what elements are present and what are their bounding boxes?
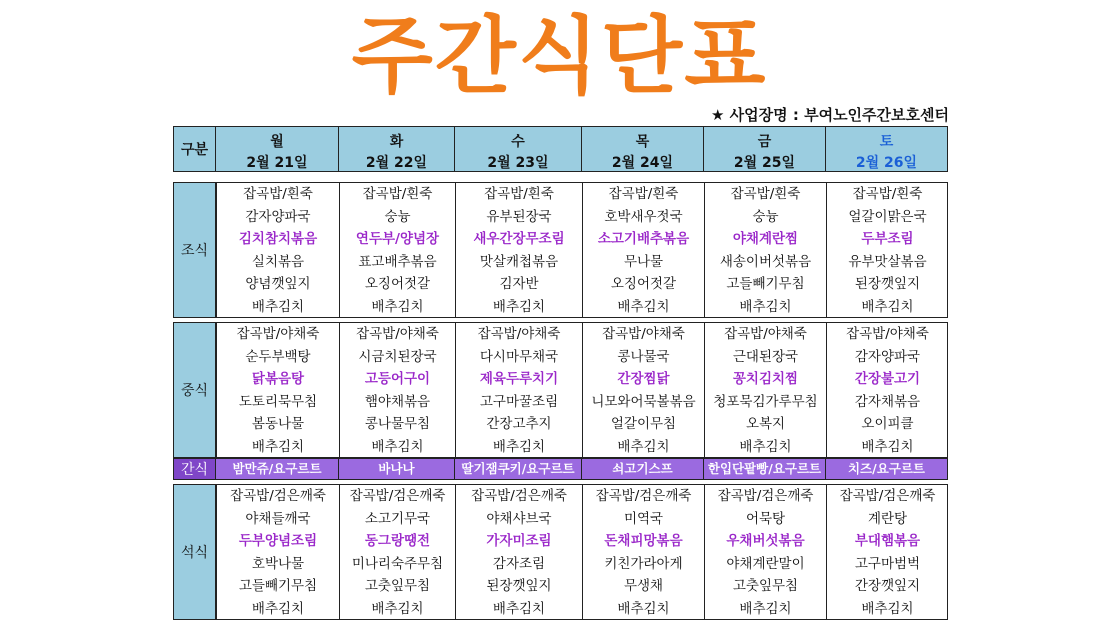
menu-item: 오징어젓갈 bbox=[610, 276, 677, 292]
menu-item: 오복지 bbox=[745, 416, 786, 432]
menu-item: 간장불고기 bbox=[854, 371, 921, 387]
header-weekday: 토 bbox=[879, 134, 894, 150]
menu-item: 표고배추볶음 bbox=[358, 253, 437, 270]
menu-item: 고구마범벅 bbox=[854, 555, 921, 572]
menu-item: 오이피클 bbox=[861, 416, 914, 432]
dinner-day-5 bbox=[826, 484, 948, 620]
menu-item: 배추김치 bbox=[251, 600, 305, 617]
menu-item: 잡곡밥/검은깨죽 bbox=[349, 488, 446, 504]
menu-item: 잡곡밥/야채죽 bbox=[236, 326, 320, 342]
menu-item: 배추김치 bbox=[492, 438, 546, 455]
breakfast-day-2 bbox=[455, 182, 582, 318]
menu-item: 오징어젓갈 bbox=[364, 276, 431, 292]
header-day-3 bbox=[582, 126, 704, 172]
menu-item: 콩나물무침 bbox=[364, 416, 431, 432]
menu-item: 잡곡밥/야채죽 bbox=[724, 326, 807, 342]
menu-item: 시금치된장국 bbox=[358, 348, 437, 365]
menu-item: 배추김치 bbox=[617, 298, 670, 315]
menu-item: 배추김치 bbox=[371, 438, 424, 455]
menu-item: 고춧잎무침 bbox=[364, 578, 431, 594]
menu-item: 다시마무채국 bbox=[479, 348, 559, 365]
menu-item: 배추김치 bbox=[861, 438, 914, 455]
menu-item: 잡곡밥/흰죽 bbox=[852, 186, 923, 202]
menu-item: 야채계란말이 bbox=[726, 555, 805, 572]
header-date: 2월 26일 bbox=[855, 155, 918, 171]
menu-item: 배추김치 bbox=[861, 600, 914, 617]
lunch-day-0 bbox=[216, 322, 339, 458]
dinner-day-4 bbox=[704, 484, 826, 620]
lunch-day-4 bbox=[704, 322, 826, 458]
menu-item: 동그랑땡전 bbox=[364, 533, 431, 549]
menu-item: 두부조림 bbox=[861, 231, 914, 247]
menu-item: 고등어구이 bbox=[364, 371, 431, 387]
header-date: 2월 22일 bbox=[365, 155, 428, 171]
menu-item: 미역국 bbox=[623, 510, 664, 527]
menu-item: 얼갈이무침 bbox=[610, 416, 677, 432]
dinner-day-2 bbox=[455, 484, 582, 620]
header-date: 2월 24일 bbox=[611, 155, 674, 171]
dinner-day-3 bbox=[582, 484, 704, 620]
menu-item: 숭늉 bbox=[752, 208, 779, 225]
header-day-4 bbox=[704, 126, 826, 172]
menu-item: 야채샤브국 bbox=[486, 510, 552, 527]
menu-item: 양념깻잎지 bbox=[245, 276, 311, 292]
menu-item: 배추김치 bbox=[251, 438, 305, 455]
menu-item: 야채계란찜 bbox=[732, 231, 799, 247]
header-date: 2월 21일 bbox=[246, 155, 308, 171]
breakfast-day-5 bbox=[826, 182, 948, 318]
menu-item: 잡곡밥/흰죽 bbox=[362, 186, 433, 202]
menu-item: 감자양파국 bbox=[854, 348, 921, 365]
menu-item: 배추김치 bbox=[617, 438, 670, 455]
menu-item: 잡곡밥/흰죽 bbox=[484, 186, 554, 202]
menu-item: 배추김치 bbox=[251, 298, 305, 315]
page-title: 주간식단표 bbox=[351, 7, 768, 105]
breakfast-day-3 bbox=[582, 182, 704, 318]
menu-item: 제육두루치기 bbox=[479, 371, 559, 387]
menu-item: 미나리숙주무침 bbox=[351, 555, 444, 572]
menu-item: 실치볶음 bbox=[251, 253, 305, 270]
menu-item: 숭늉 bbox=[384, 208, 411, 225]
menu-item: 야채들깨국 bbox=[245, 510, 311, 527]
menu-item: 배추김치 bbox=[861, 298, 914, 315]
header-weekday: 화 bbox=[389, 134, 404, 150]
menu-item: 도토리묵무침 bbox=[238, 393, 318, 410]
breakfast-day-4 bbox=[704, 182, 826, 318]
menu-item: 고들빼기무침 bbox=[238, 578, 318, 594]
menu-item: 잡곡밥/야채죽 bbox=[602, 326, 685, 342]
snack-item: 치즈/요구르트 bbox=[826, 458, 948, 480]
menu-item: 배추김치 bbox=[739, 600, 792, 617]
breakfast-day-0 bbox=[216, 182, 339, 318]
menu-item: 잡곡밥/흰죽 bbox=[243, 186, 313, 202]
menu-item: 계란탕 bbox=[867, 510, 908, 527]
business-name: ★ 사업장명 : 부여노인주간보호센터 bbox=[711, 106, 949, 124]
menu-item: 콩나물국 bbox=[617, 348, 670, 365]
menu-item: 호박새우젓국 bbox=[604, 208, 683, 225]
snack-item: 바나나 bbox=[339, 458, 455, 480]
menu-item: 감자양파국 bbox=[245, 208, 311, 225]
menu-item: 얼갈이맑은국 bbox=[848, 208, 927, 225]
menu-item: 무생채 bbox=[623, 578, 664, 594]
menu-item: 배추김치 bbox=[739, 298, 792, 315]
lunch-day-1 bbox=[339, 322, 455, 458]
menu-item: 배추김치 bbox=[617, 600, 670, 617]
menu-item: 감자채볶음 bbox=[854, 393, 921, 410]
lunch-day-2 bbox=[455, 322, 582, 458]
menu-item: 호박나물 bbox=[251, 555, 305, 572]
header-day-1 bbox=[339, 126, 455, 172]
menu-item: 잡곡밥/검은깨죽 bbox=[717, 488, 814, 504]
header-date: 2월 23일 bbox=[487, 155, 549, 171]
menu-item: 고춧잎무침 bbox=[732, 578, 799, 594]
menu-item: 잡곡밥/야채죽 bbox=[356, 326, 439, 342]
menu-item: 잡곡밥/흰죽 bbox=[608, 186, 679, 202]
dinner-label: 석식 bbox=[173, 484, 216, 620]
menu-item: 순두부백탕 bbox=[245, 348, 311, 365]
menu-item: 어묵탕 bbox=[745, 510, 786, 527]
lunch-label: 중식 bbox=[173, 322, 216, 458]
header-day-5 bbox=[826, 126, 948, 172]
menu-item: 맛살캐첩볶음 bbox=[479, 253, 559, 270]
menu-item: 고들빼기무침 bbox=[726, 276, 805, 292]
menu-item: 부대햄볶음 bbox=[854, 533, 921, 549]
header-date: 2월 25일 bbox=[733, 155, 796, 171]
menu-item: 청포묵김가루무침 bbox=[713, 393, 818, 410]
menu-item: 간장고추지 bbox=[486, 416, 552, 432]
menu-item: 소고기배추볶음 bbox=[597, 231, 690, 247]
menu-item: 유부된장국 bbox=[486, 208, 552, 225]
menu-item: 무나물 bbox=[623, 253, 664, 270]
menu-item: 잡곡밥/흰죽 bbox=[730, 186, 801, 202]
menu-item: 키친가라아게 bbox=[604, 555, 683, 572]
menu-item: 배추김치 bbox=[739, 438, 792, 455]
menu-item: 간장깻잎지 bbox=[854, 578, 921, 594]
menu-item: 소고기무국 bbox=[364, 510, 431, 527]
header-label: 구분 bbox=[173, 126, 216, 172]
menu-item: 연두부/양념장 bbox=[355, 231, 440, 247]
menu-item: 햄야채볶음 bbox=[364, 393, 431, 410]
snack-item: 밤만쥬/요구르트 bbox=[216, 458, 339, 480]
menu-item: 새송이버섯볶음 bbox=[719, 253, 812, 270]
menu-item: 유부맛살볶음 bbox=[848, 253, 927, 270]
lunch-day-3 bbox=[582, 322, 704, 458]
menu-item: 꽁치김치찜 bbox=[732, 371, 799, 387]
menu-item: 감자조림 bbox=[492, 555, 546, 572]
menu-item: 닭볶음탕 bbox=[251, 371, 305, 387]
menu-item: 고구마꿀조림 bbox=[479, 393, 559, 410]
menu-item: 잡곡밥/야채죽 bbox=[846, 326, 929, 342]
dinner-day-1 bbox=[339, 484, 455, 620]
menu-item: 니모와어묵볼볶음 bbox=[591, 393, 696, 410]
menu-item: 간장찜닭 bbox=[617, 371, 670, 387]
snack-item: 딸기잼쿠키/요구르트 bbox=[455, 458, 582, 480]
menu-item: 배추김치 bbox=[371, 298, 424, 315]
lunch-day-5 bbox=[826, 322, 948, 458]
header-weekday: 월 bbox=[270, 134, 284, 150]
snack-item: 한입단팥빵/요구르트 bbox=[704, 458, 826, 480]
menu-item: 봄동나물 bbox=[251, 416, 305, 432]
snack-label: 간식 bbox=[173, 458, 216, 480]
menu-item: 돈채피망볶음 bbox=[604, 533, 683, 549]
snack-item: 쇠고기스프 bbox=[582, 458, 704, 480]
header-day-2 bbox=[455, 126, 582, 172]
menu-item: 배추김치 bbox=[492, 298, 546, 315]
menu-item: 잡곡밥/야채죽 bbox=[477, 326, 561, 342]
dinner-day-0 bbox=[216, 484, 339, 620]
breakfast-label: 조식 bbox=[173, 182, 216, 318]
menu-item: 배추김치 bbox=[371, 600, 424, 617]
menu-item: 두부양념조림 bbox=[238, 533, 318, 549]
menu-item: 된장깻잎지 bbox=[854, 276, 921, 292]
header-weekday: 금 bbox=[757, 134, 772, 150]
header-day-0 bbox=[216, 126, 339, 172]
menu-item: 배추김치 bbox=[492, 600, 546, 617]
menu-item: 잡곡밥/검은깨죽 bbox=[839, 488, 936, 504]
menu-item: 가자미조림 bbox=[486, 533, 552, 549]
menu-item: 우채버섯볶음 bbox=[726, 533, 805, 549]
menu-item: 잡곡밥/검은깨죽 bbox=[230, 488, 326, 504]
menu-item: 된장깻잎지 bbox=[486, 578, 552, 594]
menu-item: 새우간장무조림 bbox=[473, 231, 565, 247]
menu-item: 잡곡밥/검은깨죽 bbox=[471, 488, 567, 504]
header-weekday: 수 bbox=[511, 134, 525, 150]
menu-item: 김치참치볶음 bbox=[238, 231, 318, 247]
header-weekday: 목 bbox=[635, 134, 650, 150]
menu-item: 잡곡밥/검은깨죽 bbox=[595, 488, 692, 504]
menu-item: 근대된장국 bbox=[732, 348, 799, 365]
menu-item: 김자반 bbox=[499, 276, 539, 292]
breakfast-day-1 bbox=[339, 182, 455, 318]
